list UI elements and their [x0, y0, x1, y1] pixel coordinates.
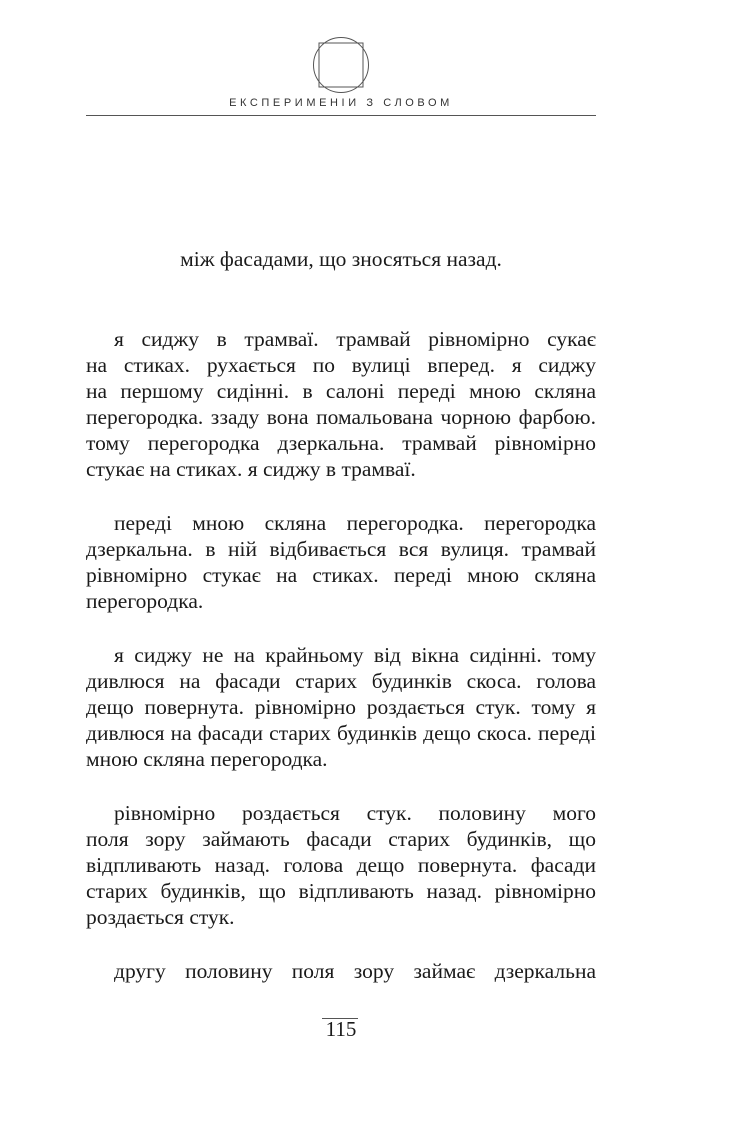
text-line: дзеркальна. в ній відбивається вся вулиця. трамвай	[86, 537, 596, 561]
text-line: мною скляна перегородка.	[86, 747, 328, 771]
header-rule	[86, 115, 596, 116]
opening-line: між фасадами, що зносяться назад.	[180, 247, 502, 271]
text-line: я сиджу в трамваї. трамвай рівномірно сукає	[114, 327, 596, 351]
text-line: дивлюся на фасади старих будинків дещо скоса. переді	[86, 721, 596, 745]
text-line: перегородка. ззаду вона помальована чорною фарбою.	[86, 405, 596, 429]
page-number: 115	[325, 1017, 357, 1041]
text-line: на стиках. рухається по вулиці вперед. я сиджу	[86, 353, 596, 377]
running-head: ЕКСПЕРИМЕНІИ З СЛОВОМ	[229, 97, 453, 109]
text-line: переді мною скляна перегородка. перегородка	[114, 511, 596, 535]
text-line: дещо повернута. рівномірно роздається стук. тому я	[86, 695, 596, 719]
circle-square-emblem-icon	[312, 36, 370, 94]
text-line: поля зору займають фасади старих будинків, що	[86, 827, 596, 851]
text-line: на першому сидінні. в салоні переді мною скляна	[86, 379, 596, 403]
text-line: дивлюся на фасади старих будинків скоса. голова	[86, 669, 596, 693]
text-line: роздається стук.	[86, 905, 235, 929]
text-line: рівномірно роздається стук. половину мого	[114, 801, 596, 825]
text-line: рівномірно стукає на стиках. переді мною скляна	[86, 563, 596, 587]
text-line: стукає на стиках. я сиджу в трамваї.	[86, 457, 416, 481]
text-line: тому перегородка дзеркальна. трамвай рівномірно	[86, 431, 596, 455]
text-line: відпливають назад. голова дещо повернута. фасади	[86, 853, 596, 877]
text-line: перегородка.	[86, 589, 204, 613]
text-line: старих будинків, що відпливають назад. рівномірно	[86, 879, 596, 903]
text-line: другу половину поля зору займає дзеркальна	[114, 959, 596, 983]
text-line: я сиджу не на крайньому від вікна сидінні. тому	[114, 643, 596, 667]
